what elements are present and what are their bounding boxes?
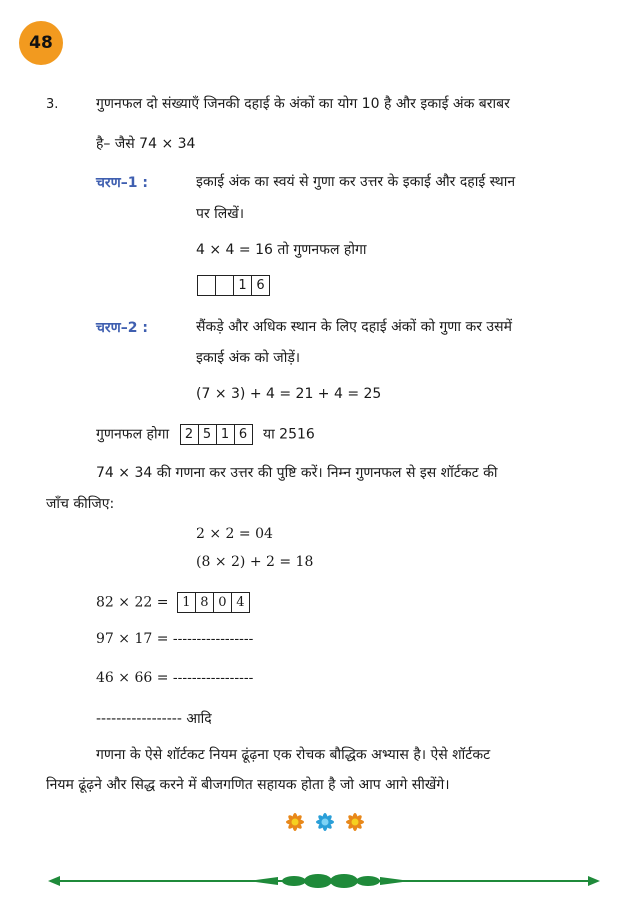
digit-box: 1 [234,276,252,295]
check-line-2: जाँच कीजिए: [46,496,115,512]
step-1-label: चरण–1 : [96,175,148,191]
digit-box: 5 [199,425,217,444]
example-1 [96,592,250,613]
etc-line: ----------------- आदि [96,711,212,727]
digit-box: 2 [181,425,199,444]
result-prefix: गुणनफल होगा [96,426,170,443]
intro-line-1: गुणनफल दो संख्याएँ जिनकी दहाई के अंकों का योग 10 है और इकाई अंक बराबर [96,96,510,112]
example-1-expression: 82 × 22 = [96,594,169,611]
step-2-label: चरण–2 : [96,320,148,336]
example-2: 97 × 17 = ----------------- [96,631,254,647]
flower-orange-right-icon [346,813,364,831]
flower-ornament [283,810,367,834]
item-number: 3. [46,97,59,112]
flower-blue-center-icon [316,813,334,831]
step-2-text-line-2: इकाई अंक को जोड़ें। [196,350,301,366]
step-1-digit-boxes [197,275,270,296]
result-suffix: या 2516 [262,426,315,443]
intro-line-2: है– जैसे 74 × 34 [96,136,196,152]
digit-box [216,276,234,295]
digit-box: 6 [256,278,265,293]
example-1-digit-boxes [177,592,250,613]
digit-box: 6 [238,427,248,442]
page-number-badge: 48 [19,21,63,65]
digit-box: 1 [217,425,235,444]
digit-box: 8 [196,593,214,612]
closing-line-2: नियम ढूंढ़ने और सिद्ध करने में बीजगणित सहायक होता है जो आप आगे सीखेंगे। [46,777,450,793]
digit-box: 4 [236,595,245,610]
decorative-divider [48,866,600,896]
step-1-calculation: 4 × 4 = 16 तो गुणनफल होगा [196,242,367,258]
digit-box: 1 [178,593,196,612]
example-3: 46 × 66 = ----------------- [96,670,254,686]
digit-box: 0 [214,593,232,612]
check-line-1: 74 × 34 की गणना कर उत्तर की पुष्टि करें। निम्न गुणनफल से इस शॉर्टकट की [96,465,498,481]
step-1-text-line-1: इकाई अंक का स्वयं से गुणा कर उत्तर के इकाई और दहाई स्थान [196,174,516,190]
result-digit-boxes [180,424,253,445]
step-1-text-line-2: पर लिखें। [196,206,245,222]
arrow-left-icon [48,876,60,886]
result-line [96,424,315,445]
step-2-calculation: (7 × 3) + 4 = 21 + 4 = 25 [196,386,382,402]
step-2-text-line-1: सैंकड़े और अधिक स्थान के लिए दहाई अंकों को गुणा कर उसमें [196,319,512,335]
worked-line-2: (8 × 2) + 2 = 18 [196,554,314,570]
worked-line-1: 2 × 2 = 04 [196,526,273,542]
arrow-right-icon [588,876,600,886]
leaf-garland-icon [248,874,410,888]
digit-box [198,276,216,295]
flower-orange-left-icon [286,813,304,831]
closing-line-1: गणना के ऐसे शॉर्टकट नियम ढूंढ़ना एक रोचक बौद्धिक अभ्यास है। ऐसे शॉर्टकट [96,747,491,763]
